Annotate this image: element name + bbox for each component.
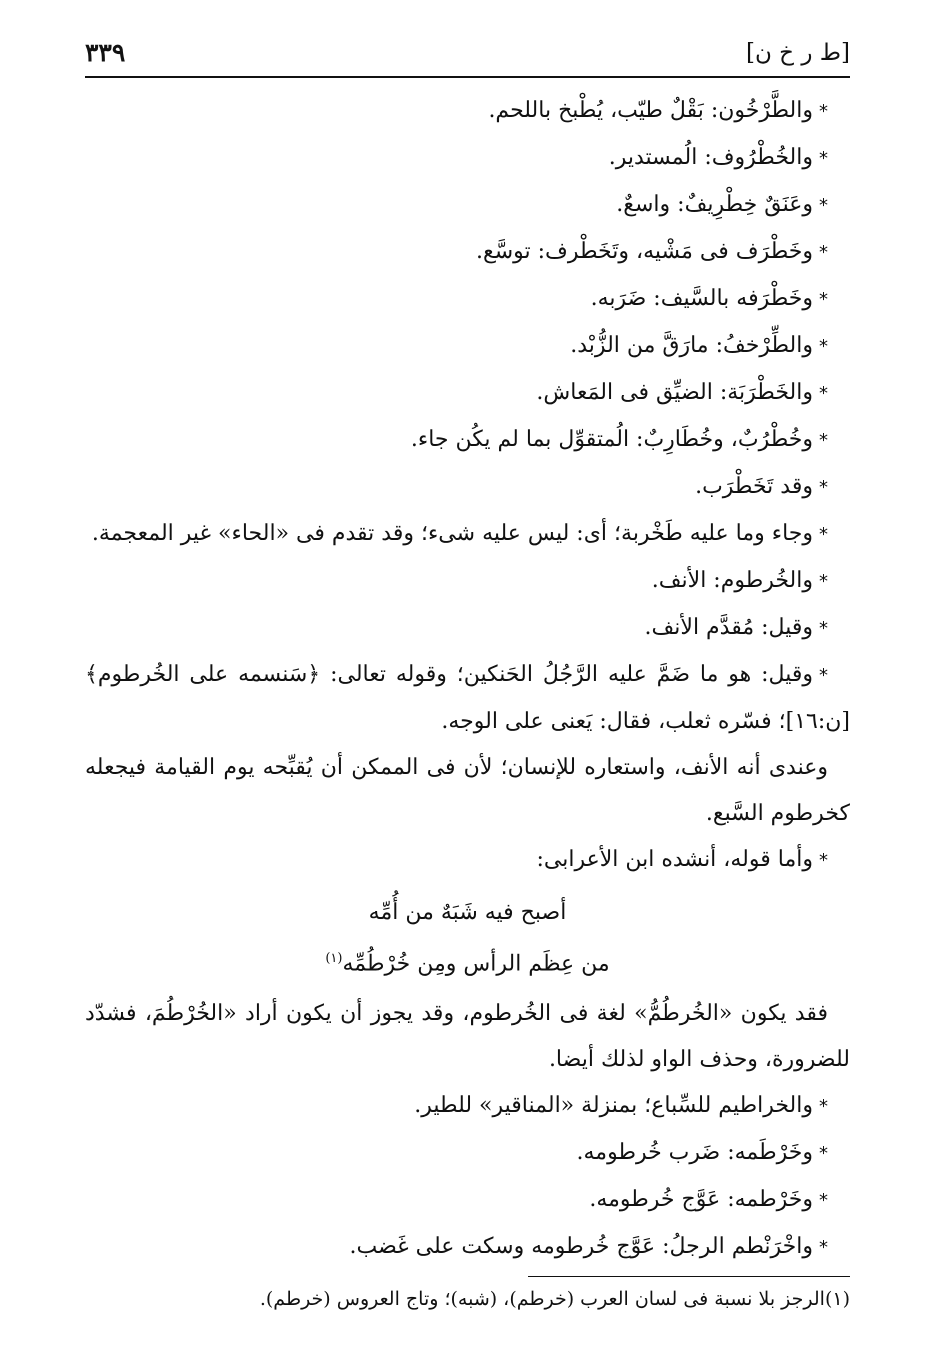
entry-text: والخُرطوم: الأنف.: [651, 568, 813, 593]
footnote: (١)الرجز بلا نسبة فى لسان العرب (خرطم)، (شبه)؛ وتاج العروس (خرطم).: [259, 1288, 850, 1310]
entry-text: وقيل: مُقدَّم الأنف.: [644, 615, 813, 640]
asterisk-icon: *: [819, 383, 828, 404]
commentary-paragraph: فقد يكون «الخُرطُمُّ» لغة فى الخُرطوم، وقد يجوز أن يكون أراد «الخُرْطُمَ، فشدّد للضرورة، وحذف الواو لذلك أيضا.: [85, 1001, 850, 1073]
entry: [85, 1177, 850, 1224]
entry: [85, 464, 850, 511]
asterisk-icon: *: [819, 242, 828, 263]
asterisk-icon: *: [819, 430, 828, 451]
asterisk-icon: *: [819, 148, 828, 169]
asterisk-icon: *: [819, 571, 828, 592]
asterisk-icon: *: [819, 336, 828, 357]
asterisk-icon: *: [819, 1237, 828, 1259]
entry: [85, 605, 850, 652]
entry: [85, 511, 850, 558]
entry: [85, 135, 850, 182]
entry-text: وجاء وما عليه طَخْربة؛ أى: ليس عليه شىء؛ وقد تقدم فى «الحاء» غير المعجمة.: [91, 521, 813, 546]
entry-text: والطَّرْخُون: بَقْلٌ طيّب، يُطْبخ باللحم.: [488, 98, 813, 123]
asterisk-icon: *: [819, 850, 828, 871]
entry: [85, 88, 850, 135]
root-letters-label: [ط ر خ ن]: [746, 40, 850, 66]
entry: [85, 276, 850, 323]
commentary-paragraph: وعندى أنه الأنف، واستعاره للإنسان؛ لأن فى الممكن أن يُقبِّحه يوم القيامة فيجعله كخرطوم السَّبع.: [85, 755, 850, 826]
asterisk-icon: *: [819, 195, 828, 216]
page-body: [85, 88, 850, 1271]
entry: [85, 1083, 850, 1130]
entry-text: والخُطْرُوف: الُمستدير.: [608, 145, 813, 170]
asterisk-icon: *: [819, 101, 828, 122]
entry-text: والخَطْرَبَة: الضيِّق فى المَعاش.: [536, 380, 813, 405]
entry-text: وخَرْطَمه: ضَرب خُرطومه.: [576, 1140, 813, 1166]
entry: [85, 837, 850, 884]
entry-text: واخْرَنْطم الرجلُ: عَوَّج خُرطومه وسكت على غَضب.: [349, 1234, 813, 1260]
poem-line-1: أصبح فيه شَبَهٌ من أُمِّه: [368, 900, 567, 925]
entry-text: وخَطْرَفه بالسَّيف: ضَرَبه.: [590, 286, 813, 311]
entry: [85, 229, 850, 276]
asterisk-icon: *: [819, 477, 828, 498]
asterisk-icon: *: [819, 289, 828, 310]
entry-text: وخَرْطمه: عَوَّج خُرطومه.: [589, 1187, 813, 1213]
poem-line-2: [85, 936, 850, 987]
footnote-divider: [528, 1276, 850, 1277]
entry-text: والطِّرْخفُ: مارَقَّ من الزُّبْد.: [570, 333, 813, 358]
asterisk-icon: *: [819, 665, 828, 686]
page-number: ٣٣٩: [85, 38, 126, 67]
entry: [85, 1130, 850, 1177]
entry: [85, 1224, 850, 1271]
entry-text: وقد تَخَطْرَب.: [695, 474, 813, 499]
asterisk-icon: *: [819, 1190, 828, 1212]
entry: [85, 417, 850, 464]
entry-text: وخُطْرُبٌ، وخُطَارِبٌ: الُمتقوِّل بما لم يكُن جاء.: [410, 427, 813, 452]
entry: [85, 652, 850, 745]
entry: [85, 370, 850, 417]
entry-text: وعَنَقٌ خِطْرِيفٌ: واسعٌ.: [616, 192, 813, 217]
entry: [85, 182, 850, 229]
footnote-reference: (١): [325, 951, 343, 966]
asterisk-icon: *: [819, 1096, 828, 1118]
asterisk-icon: *: [819, 524, 828, 545]
poem-verse: [85, 890, 850, 987]
entry-text: وخَطْرَف فى مَشْيه، وتَخَطْرف: توسَّع.: [476, 239, 813, 264]
poem-line-2-text: من عِظَم الرأس ومِن خُرْطُمِّه: [342, 951, 610, 977]
entry: [85, 558, 850, 605]
entry-text: وقيل: هو ما ضَمَّ عليه الرَّجُلُ الحَنكين؛ وقوله تعالى: ﴿سَنسمه على الخُرطوم﴾ [ن:١٦]؛ فسّره ثعلب، فقال: يَعنى على الوجه.: [85, 662, 850, 734]
asterisk-icon: *: [819, 618, 828, 639]
page-header: [85, 38, 850, 78]
entry: [85, 323, 850, 370]
entry-text: وأما قوله، أنشده ابن الأعرابى:: [536, 847, 813, 872]
entry-text: والخراطيم للسِّباع؛ بمنزلة «المناقير» للطير.: [414, 1093, 813, 1119]
asterisk-icon: *: [819, 1143, 828, 1165]
